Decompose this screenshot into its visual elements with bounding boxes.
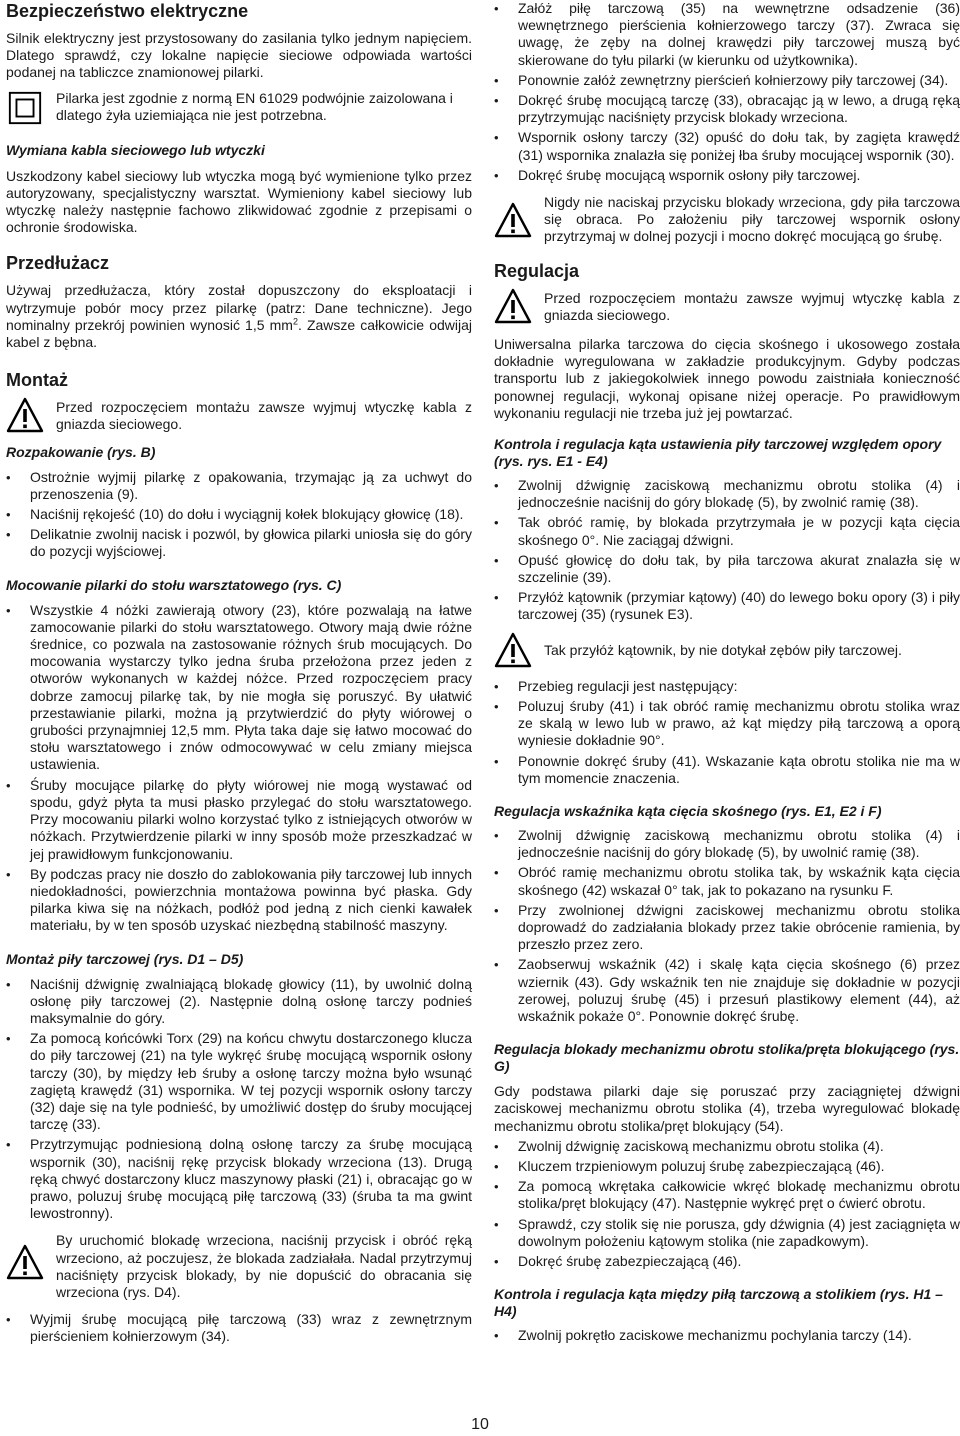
warning-triangle-icon: [494, 288, 532, 324]
bench-mounting-heading: Mocowanie pilarki do stołu warsztatowego (rys. C): [6, 576, 342, 593]
list-item: • Śruby mocujące pilarkę do płyty wiórowej nie mogą wystawać od spodu, gdyż płyta ta musi płasko przylegać do stołu warsztatowego. Przy mocowaniu pilarki wolno korzystać tylko z istniejących otworów w nóżkach. Przytwierdzenie pilarki w inny sposób może przeszkadzać w jej prawidłowym funkcjonowaniu.: [6, 777, 472, 863]
unpacking-heading: Rozpakowanie (rys. B): [6, 443, 156, 460]
extension-heading: Przedłużacz: [6, 253, 110, 274]
list-item: • Za pomocą wkrętaka całkowicie wkręć blokadę mechanizmu obrotu stolika/pręt blokujący (47). Następnie wykręć pręt o ćwierć obrotu.: [494, 1178, 960, 1212]
extension-text: [6, 282, 472, 351]
list-item: • Wspornik osłony tarczy (32) opuść do dołu tak, by zagięta krawędź (31) wspornika znalazła się poniżej łba śruby mocującej wspornik (30).: [494, 129, 960, 163]
list-item: • By podczas pracy nie doszło do zablokowania piły tarczowej lub innych niedokładności, powierzchnia montażowa powinna być płaska. Gdy pilarka kiwa się na nóżkach, podłóż pod jedną z nich cienki kawałek materiału, by w ten sposób uzyskać niezbędną stabilność maszyny.: [6, 866, 472, 935]
warning-triangle-icon: [6, 397, 44, 433]
double-insulation-icon: [6, 90, 44, 126]
list-item: • Wszystkie 4 nóżki zawierają otwory (23), które pozwalają na łatwe zamocowanie pilarki do stołu warsztatowego. Otwory mają dwie różne średnice, co pozwala na zastosowanie różnych śrub mocujących. Do mocowania wystarczy tylko jedna śruba przełożona przez jeden z otworów wykonanych w każdej nóżce. Przed rozpoczęciem pracy dobrze zamocuj pilarkę tak, by nie mogła się poruszyć. By ułatwić przestawianie pilarki, można ją przytwierdzić do płyty wiórowej o grubości przynajmniej 12,5 mm. Płyta taka daje się łatwo mocować do stołu warsztatowego i znów odmocowywać w celu zmiany miejsca ustawienia.: [6, 602, 472, 774]
square-notice-text: Tak przyłóż kątownik, by nie dotykał zębów piły tarczowej.: [544, 641, 902, 658]
warning-triangle-icon: [494, 202, 532, 238]
list-item: • Naciśnij dźwignię zwalniającą blokadę głowicy (11), by uwolnić dolną osłonę piły tarczowej (2). Następnie dolną osłonę tarczy podnieś maksymalnie do góry.: [6, 976, 472, 1028]
list-item: • Naciśnij rękojeść (10) do dołu i wyciągnij kołek blokujący głowicę (18).: [6, 506, 472, 523]
cable-replacement-heading: Wymiana kabla sieciowego lub wtyczki: [6, 141, 265, 158]
square-notice: [494, 632, 960, 668]
list-item: • Zwolnij pokrętło zaciskowe mechanizmu pochylania tarczy (14).: [494, 1327, 960, 1344]
montaz-warning: [6, 397, 472, 433]
regulacja-warning-text: Przed rozpoczęciem montażu zawsze wyjmuj wtyczkę kabla z gniazda sieciowego.: [544, 289, 960, 323]
list-item: • Dokręć śrubę zabezpieczającą (46).: [494, 1253, 960, 1270]
warning-triangle-icon: [6, 1244, 44, 1280]
section-title-electrical-safety: Bezpieczeństwo elektryczne: [6, 1, 249, 21]
spindle-rotation-warning: [494, 194, 960, 246]
regulacja-text: Uniwersalna pilarka tarczowa do cięcia skośnego i ukosowego została dokładnie wyregulowana w zakładzie produkcyjnym. Gdyby podczas transportu lub z jakiegokolwiek innego powodu zaistniała konieczność ponownej regulacji, wykonaj opisane niżej operacje. Po prawidłowym wykonaniu regulacji nie trzeba już jej powtarzać.: [494, 336, 960, 421]
blade-mounting-list-2: [6, 1311, 472, 1345]
regulacja-heading: Regulacja: [494, 260, 580, 281]
list-item: • Zwolnij dźwignię zaciskową mechanizmu obrotu stolika (4) i jednocześnie naciśnij do góry blokadę (5), by uwolnić ramię (38).: [494, 827, 960, 861]
list-item: • Opuść głowicę do dołu tak, by piła tarczowa akurat znalazła się w szczelinie (39).: [494, 552, 960, 586]
list-item: • Ostrożnie wyjmij pilarkę z opakowania, trzymając ją za uchwyt do przenoszenia (9).: [6, 469, 472, 503]
extension-superscript: 2: [292, 316, 298, 327]
double-insulation-text: Pilarka jest zgodnie z normą EN 61029 podwójnie zaizolowana i dlatego żyła uziemiająca nie jest potrzebna.: [56, 89, 453, 123]
list-item: • Delikatnie zwolnij nacisk i pozwól, by głowica pilarki uniosła się do góry do pozycji wyjściowej.: [6, 526, 472, 560]
spindle-rotation-warning-text: Nigdy nie naciskaj przycisku blokady wrzeciona, gdy piła tarczowa się obraca. Po założeniu piły tarczowej wspornik osłony przytrzymaj w dolnej pozycji i mocno dokręć mocującą go śrubę.: [544, 194, 960, 245]
miter-indicator-list: [494, 827, 960, 1025]
list-item: • Przy zwolnionej dźwigni zaciskowej mechanizmu obrotu stolika doprowadź do zadziałania blokady przez takie obrócenie ramienia, by przeszło przez zero.: [494, 902, 960, 954]
list-item: • Sprawdź, czy stolik się nie porusza, gdy dźwignia (4) jest zaciągnięta w dowolnym położeniu kątowym stolika (nie zapadkowym).: [494, 1216, 960, 1250]
angle-check-heading: Kontrola i regulacja kąta ustawienia piły tarczowej względem opory (rys. rys. E1 - E4): [494, 436, 942, 470]
list-item: • Dokręć śrubę mocującą wspornik osłony piły tarczowej.: [494, 167, 960, 184]
list-item: • Za pomocą końcówki Torx (29) na końcu chwytu dostarczonego klucza do piły tarczowej (21) na tyle wykręć śrubę mocującą wspornik osłony tarczy (30), by między łeb śruby a osłonę tarczy można było wsunąć zagiętą krawędź (31) wspornika. W tej pozycji wspornik osłony tarczy (32) daje się na tyle podnieść, by umożliwić dostęp do śruby mocującej tarczę (33).: [6, 1030, 472, 1133]
unpacking-list: [6, 469, 472, 561]
miter-indicator-heading: Regulacja wskaźnika kąta cięcia skośnego (rys. E1, E2 i F): [494, 802, 882, 819]
list-item: • Zwolnij dźwignię zaciskową mechanizmu obrotu stolika (4).: [494, 1138, 960, 1155]
list-item: • Ponownie dokręć śruby (41). Wskazanie kąta obrotu stolika nie ma w tym momencie znaczenia.: [494, 753, 960, 787]
list-item: • Wyjmij śrubę mocującą piłę tarczową (33) wraz z zewnętrznym pierścieniem kołnierzowym (34).: [6, 1311, 472, 1345]
montaz-warning-text: Przed rozpoczęciem montażu zawsze wyjmuj wtyczkę kabla z gniazda sieciowego.: [56, 399, 472, 433]
list-item: • Zaobserwuj wskaźnik (42) i skalę kąta cięcia skośnego (6) przez wziernik (43). Gdy wskaźnik ten nie znajduje się dokładnie w pozycji zerowej, poluzuj śrubę (45) i przesuń plastikowy element (44), aż wskaźnik pokaże 0°. Ponownie dokręć śrubę.: [494, 956, 960, 1025]
list-item: • Poluzuj śruby (41) i tak obróć ramię mechanizmu obrotu stolika wraz ze skalą w lewo lub w prawo, aż kąt między piłą tarczową a oporą wyniesie dokładnie 90°.: [494, 698, 960, 750]
list-item: • Przyłóż kątownik (przymiar kątowy) (40) do lewego boku opory (3) i piły tarczowej (35) (rysunek E3).: [494, 589, 960, 623]
blade-install-list: [494, 0, 960, 184]
blade-mounting-list: [6, 976, 472, 1223]
list-item: • Załóż piłę tarczową (35) na wewnętrzne odsadzenie (36) wewnętrznego pierścienia kołnierzowego tarczy (37). Zwraca się uwagę, że zęby na dolnej krawędzi piły tarczowej muszą być skierowane do tyłu pilarki (w kierunku od użytkownika).: [494, 0, 960, 69]
angle-adjust-list: [494, 678, 960, 787]
warning-triangle-icon: [494, 632, 532, 668]
double-insulation-notice: [6, 90, 472, 126]
angle-check-list: [494, 477, 960, 624]
list-item: • Zwolnij dźwignię zaciskową mechanizmu obrotu stolika (4) i jednocześnie naciśnij do góry blokadę (5), by zwolnić ramię (38).: [494, 477, 960, 511]
page-number: 10: [471, 1416, 489, 1433]
list-item: • Dokręć śrubę mocującą tarczę (33), obracając ją w lewo, a drugą ręką przytrzymując naciśnięty przycisk blokady wrzeciona.: [494, 92, 960, 126]
list-item: • Kluczem trzpieniowym poluzuj śrubę zabezpieczającą (46).: [494, 1158, 960, 1175]
spindle-lock-warning: [6, 1232, 472, 1301]
bench-mounting-list: [6, 602, 472, 935]
extension-text-part-2: . Zawsze całkowicie odwijaj kabel z bębna.: [6, 316, 472, 351]
right-column: [494, 0, 960, 1344]
extension-text-part-1: Używaj przedłużacza, który został dopuszczony do eksploatacji i wytrzymuje pobór mocy przez pilarkę (patrz: Dane techniczne). Jego nominalny przekrój powinien wynosić 1,5 mm: [6, 282, 472, 333]
list-item: • Obróć ramię mechanizmu obrotu stolika tak, by wskaźnik kąta cięcia skośnego (42) wskazał 0° tak, jak to pokazano na rysunku F.: [494, 864, 960, 898]
blade-mounting-heading: Montaż piły tarczowej (rys. D1 – D5): [6, 950, 244, 967]
list-item: • Przebieg regulacji jest następujący:: [494, 678, 960, 695]
regulacja-warning: [494, 288, 960, 324]
list-item: • Ponownie załóż zewnętrzny pierścień kołnierzowy piły tarczowej (34).: [494, 72, 960, 89]
electrical-intro: Silnik elektryczny jest przystosowany do zasilania tylko jednym napięciem. Dlatego sprawdź, czy lokalne napięcie sieciowe odpowiada wartości podanej na tabliczce znamionowej pilarki.: [6, 30, 472, 81]
table-lock-heading: Regulacja blokady mechanizmu obrotu stolika/pręta blokującego (rys. G): [494, 1041, 960, 1075]
spindle-lock-warning-text: By uruchomić blokadę wrzeciona, naciśnij przycisk i obróć ręką wrzeciono, aż poczujesz, że blokada zadziałała. Nadal przytrzymuj naciśnięty przycisk blokady, by nie dopuścić do obracania się wrzeciona (rys. D4).: [56, 1232, 472, 1300]
table-lock-text: Gdy podstawa pilarki daje się poruszać przy zaciągniętej dźwigni zaciskowej mechanizmu obrotu stolika (4), trzeba wyregulować blokadę mechanizmu obrotu stolika/pręt blokujący (54).: [494, 1083, 960, 1134]
bevel-check-heading: Kontrola i regulacja kąta między piłą tarczową a stolikiem (rys. H1 – H4): [494, 1286, 943, 1320]
list-item: • Tak obróć ramię, by blokada przytrzymała je w pozycji kąta cięcia skośnego 0°. Nie zaciągaj dźwigni.: [494, 514, 960, 548]
table-lock-list: [494, 1138, 960, 1270]
cable-replacement-text: Uszkodzony kabel sieciowy lub wtyczka mogą być wymienione tylko przez autoryzowany, specjalistyczny warsztat. Wymieniony kabel sieciowy lub wtyczkę należy następnie fachowo zlikwidować zgodnie z przepisami o ochronie środowiska.: [6, 167, 472, 236]
bevel-check-list: [494, 1327, 960, 1344]
list-item: • Przytrzymując podniesioną dolną osłonę tarczy za śrubę mocującą wspornik (30), naciśnij rękę przycisk blokady wrzeciona (13). Drugą ręką chwyć dostarczony klucz maszynowy płaski (21) i, obracając go w prawo, poluzuj śrubę mocującą piłę tarczową (33) (śruba ta ma gwint lewostronny).: [6, 1136, 472, 1222]
left-column: [6, 0, 472, 1346]
montaz-heading: Montaż: [6, 370, 68, 391]
